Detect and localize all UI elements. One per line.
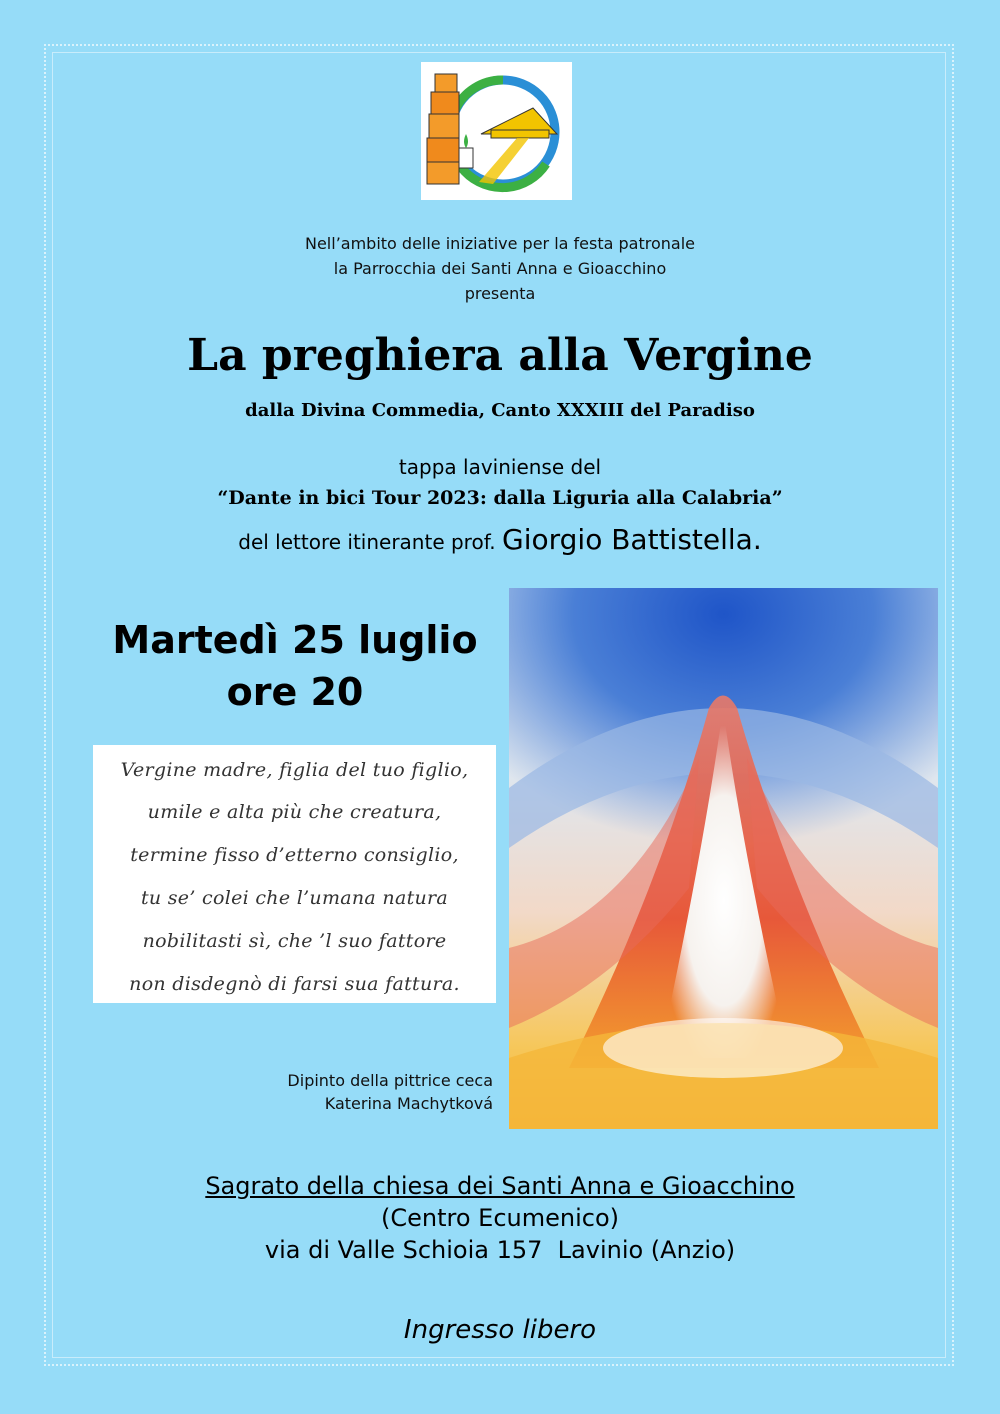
tour-name: “Dante in bici Tour 2023: dalla Liguria alla Calabria” [217, 487, 783, 509]
painting-caption [200, 1069, 493, 1115]
parish-logo-icon [421, 62, 572, 200]
event-title: La preghiera alla Vergine [187, 330, 813, 381]
caption-line-1: Dipinto della pittrice ceca [287, 1071, 493, 1090]
caption-line-2: Katerina Machytková [324, 1094, 493, 1113]
virgin-painting [509, 588, 938, 1129]
tour-intro: tappa laviniense del [398, 455, 602, 479]
parish-logo [421, 62, 572, 200]
event-day: Martedì 25 luglio [112, 618, 478, 662]
poem-line: non disdegnò di farsi sua fattura. [129, 973, 460, 995]
reader-line [0, 523, 1000, 556]
intro-line-3: presenta [464, 284, 536, 303]
reader-name: Giorgio Battistella. [502, 523, 762, 556]
event-subtitle: dalla Divina Commedia, Canto XXXIII del Paradiso [245, 400, 755, 421]
event-time: ore 20 [226, 670, 364, 714]
poem-line: termine fisso d’etterno consiglio, [130, 844, 459, 866]
poem-line: tu se’ colei che l’umana natura [140, 887, 449, 909]
venue-name: Sagrato della chiesa dei Santi Anna e Gioacchino [205, 1172, 795, 1200]
poem-box [93, 745, 496, 1003]
venue-subname: (Centro Ecumenico) [381, 1204, 619, 1232]
poem-line: Vergine madre, figlia del tuo figlio, [120, 759, 469, 781]
intro-line-2: la Parrocchia dei Santi Anna e Gioacchino [333, 259, 667, 278]
poem-line: umile e alta più che creatura, [147, 801, 442, 823]
virgin-painting-image [509, 588, 938, 1129]
reader-prefix: del lettore itinerante prof. [238, 530, 496, 554]
free-entry: Ingresso libero [403, 1315, 597, 1345]
venue-address: via di Valle Schioia 157 Lavinio (Anzio) [264, 1236, 736, 1264]
event-date [100, 614, 490, 718]
venue-info [0, 1170, 1000, 1266]
intro-line-1: Nell’ambito delle iniziative per la festa patronale [304, 234, 695, 253]
poem-line: nobilitasti sì, che ’l suo fattore [142, 930, 447, 952]
